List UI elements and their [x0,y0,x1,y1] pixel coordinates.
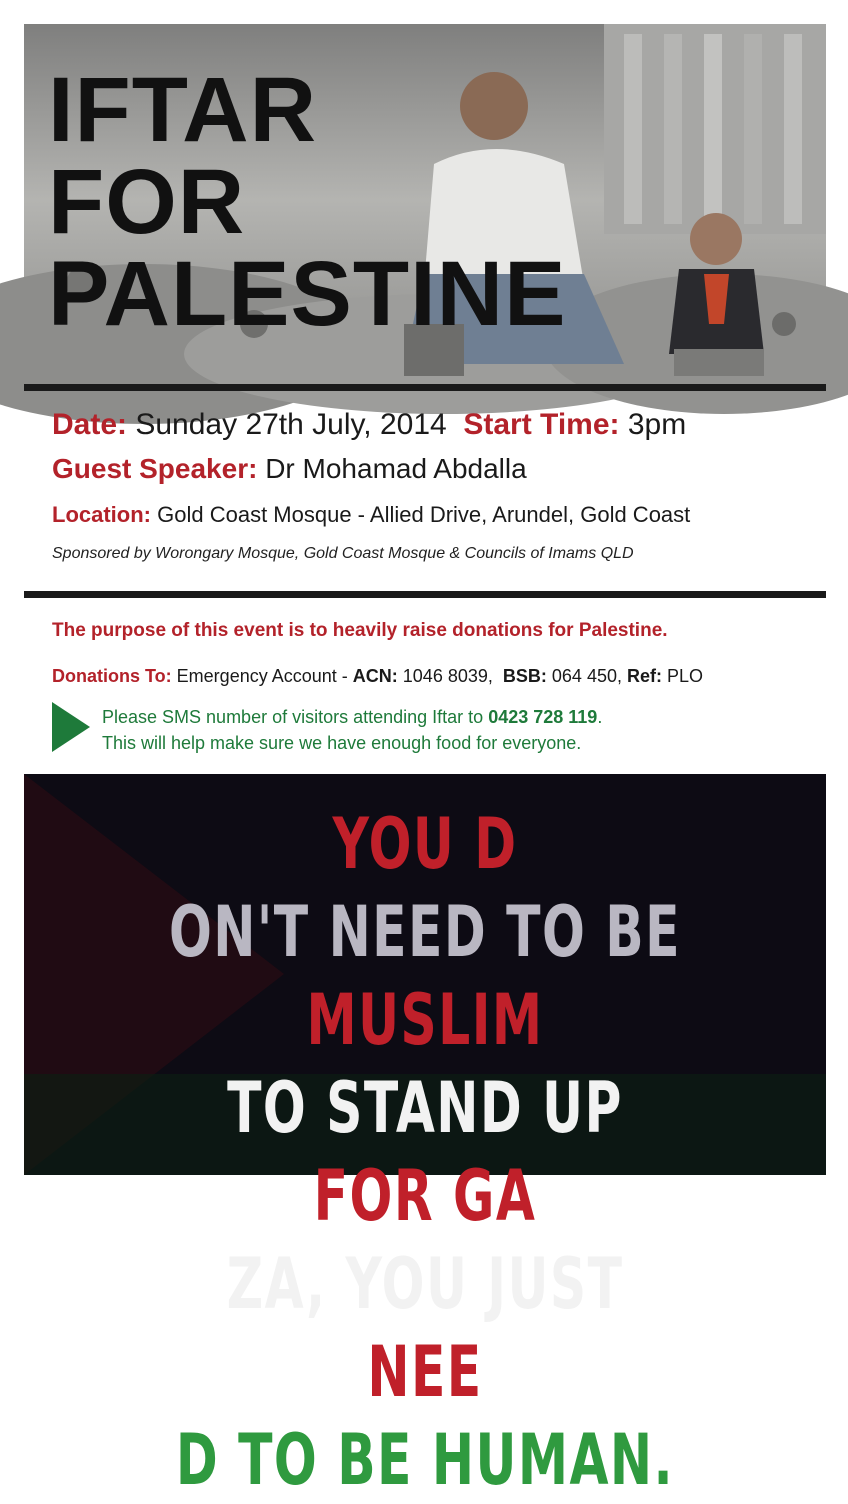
divider-middle [24,591,826,598]
bsb-value: 064 450, [551,666,622,686]
title-line-3: PALESTINE [48,243,567,345]
start-time-label: Start Time: [463,408,620,441]
slogan-line-3-a: FOR GA [313,1155,537,1237]
slogan-line-3-b: ZA, YOU JUST [226,1243,624,1325]
start-time-value: 3pm [627,408,687,441]
sms-line-2: This will help make sure we have enough food for everyone. [102,733,582,753]
sms-period: . [597,707,603,727]
speaker-line [52,453,527,485]
slogan-line-2-b: TO STAND UP [227,1067,623,1149]
sponsor-line: Sponsored by Worongary Mosque, Gold Coast Mosque & Councils of Imams QLD [52,545,634,562]
event-title [48,59,567,345]
slogan-line-4-b: D TO BE HUMAN. [175,1419,675,1501]
slogan-line-1-b: ON'T NEED TO BE [168,891,682,973]
slogan-line-2-a: MUSLIM [306,979,544,1061]
location-label: Location: [52,502,151,527]
speaker-label: Guest Speaker: [52,453,258,484]
date-line [52,408,686,442]
slogan-line-4-a: NEE [367,1331,483,1413]
slogan-line-1-a: YOU D [332,803,518,885]
acn-value: 1046 8039, [402,666,493,686]
slogan-line-4 [136,1328,713,1504]
title-line-2: FOR [48,151,246,253]
sms-instructions [102,704,602,756]
speaker-value: Dr Mohamad Abdalla [265,453,527,484]
slogan-line-2 [136,976,713,1152]
acn-label: ACN: [352,666,398,686]
ref-value: PLO [667,666,704,686]
gaza-solidarity-banner [24,774,826,1501]
date-value: Sunday 27th July, 2014 [135,408,447,441]
slogan-line-3 [136,1152,713,1328]
date-label: Date: [52,408,128,441]
divider-top [24,384,826,391]
bsb-label: BSB: [502,666,547,686]
slogan-line-1 [136,800,713,976]
donations-account: Emergency Account - [176,666,353,686]
donations-line [52,666,703,687]
sms-phone-number: 0423 728 119 [488,707,598,727]
purpose-statement: The purpose of this event is to heavily raise donations for Palestine. [52,620,668,641]
donations-label: Donations To: [52,666,172,686]
hero-photo [24,24,826,376]
location-line [52,502,690,528]
sms-line-1 [102,704,602,730]
ref-label: Ref: [627,666,662,686]
sms-text: Please SMS number of visitors attending Iftar to [102,707,489,727]
play-arrow-icon [52,702,90,752]
banner-slogan [136,800,713,1504]
location-value: Gold Coast Mosque - Allied Drive, Arundel, Gold Coast [157,502,691,527]
title-line-1: IFTAR [48,59,318,161]
